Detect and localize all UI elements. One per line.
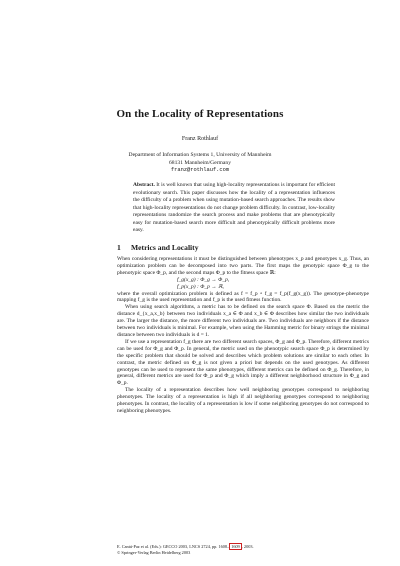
equation-fitness-mapping: f_p(x_p) : Φ_p → ℝ, bbox=[177, 283, 224, 290]
section-heading bbox=[117, 243, 199, 252]
author-name: Franz Rothlauf bbox=[181, 136, 219, 142]
paragraph: If we use a representation f_g there are two different search spaces, Φ_g and Φ_p. Therefore, different metrics can be used for Φ_g and Φ_p. In general, the metric used on the phenotypic search space Φ_p is determined by the specific problem that should be solved and describes which problem solutions are similar to each other. In contrast, the metric defined on Φ_g is not given a priori but depends on the used genotypes. As different genotypes can be used to represent the same phenotypes, different metrics can be defined on Φ_g. Therefore, in general, different metrics are used for Φ_p and Φ_g which imply a different neighborhood structure in Φ_g and Φ_p. bbox=[117, 338, 369, 387]
paragraph: When using search algorithms, a metric has to be defined on the search space Φ. Based on the metric the distance d_{x_a,x_b} between two individuals x_a ∈ Φ and x_b ∈ Φ describes how similar the two individuals are. The larger the distance, the more different two individuals are. Two individuals are neighbors if the distance between two individuals is minimal. For example, when using the Hamming metric for binary strings the minimal distance between two individuals is d = 1. bbox=[117, 304, 369, 338]
author-email: franz@rothlauf.com bbox=[170, 167, 230, 174]
abstract-text: It is well known that using high-locality representations is important for efficient evolutionary search. This paper discusses how the locality of a representation influences the difficulty of a problem when using mutation-based search approaches. The results show that high-locality representations do not change problem difficulty. In contrast, low-locality representations randomize the search process and make problems that are phenotypically easy for mutation-based search more difficult and phenotypically difficult problems more easy. bbox=[133, 182, 335, 233]
copyright-line: © Springer-Verlag Berlin Heidelberg 2003 bbox=[117, 550, 191, 555]
affiliation-block bbox=[0, 152, 400, 175]
paragraph: When considering representations it must be distinguished between phenotypes x_p and genotypes x_g. Thus, an optimization problem can be decomposed into two parts. The first maps the genotypic space Φ_g to the phenotypic space Φ_p, and the second maps Φ_p to the fitness space ℝ: bbox=[117, 256, 369, 276]
affiliation-department: Department of Information Systems 1, University of Mannheim bbox=[128, 152, 272, 158]
paragraph: where the overall optimization problem is defined as f = f_p ∘ f_g = f_p(f_g(x_g)). The genotype-phenotype mapping f_g is the used representation and f_p is the used fitness function. bbox=[117, 290, 369, 304]
paragraph: The locality of a representation describes how well neighboring genotypes correspond to neighboring phenotypes. The locality of a representation is high if all neighboring genotypes correspond to neighboring phenotypes. In contrast, the locality of a representation is low if some neighboring genotypes do not correspond to neighboring phenotypes. bbox=[117, 387, 369, 414]
body-text bbox=[117, 256, 369, 415]
citation-year: , 2003. bbox=[241, 544, 254, 549]
page-footer bbox=[117, 544, 369, 556]
citation-text: E. Cantú-Paz et al. (Eds.): GECCO 2003, LNCS 2724, pp. 1608– bbox=[117, 544, 230, 549]
abstract bbox=[133, 182, 335, 235]
affiliation-address: 68131 Mannheim/Germany bbox=[169, 159, 231, 166]
section-title: Metrics and Locality bbox=[131, 243, 199, 252]
abstract-label: Abstract. bbox=[133, 182, 155, 188]
equation-genotype-mapping: f_g(x_g) : Φ_g → Φ_p, bbox=[177, 276, 230, 283]
paper-title: On the Locality of Representations bbox=[116, 108, 284, 120]
page-link[interactable]: 1609 bbox=[231, 544, 240, 549]
section-number: 1 bbox=[117, 243, 121, 252]
